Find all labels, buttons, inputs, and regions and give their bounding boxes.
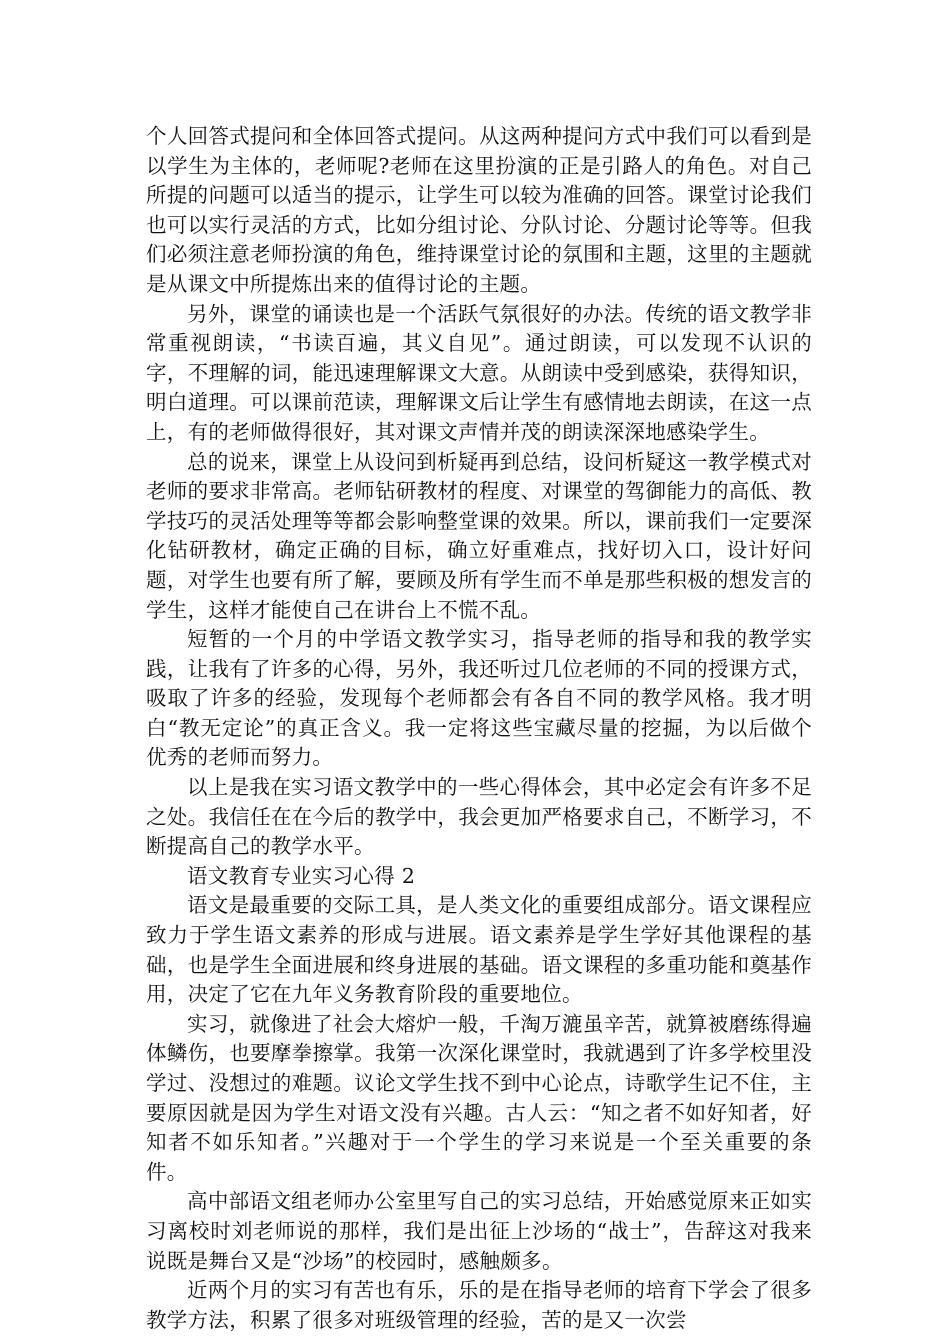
- section-heading: 语文教育专业实习心得 2: [187, 863, 416, 888]
- paragraph-3: 总的说来，课堂上从设问到析疑再到总结，设问析疑这一教学模式对老师的要求非常高。老师钻研教材的程度、对课堂的驾御能力的高低、教学技巧的灵活处理等等都会影响整堂课的效果。所以，课前我们一定要深化钻研教材，确定正确的目标，确立好重难点，找好切入口，设计好问题，对学生也要有所了解，要顾及所有学生而不单是那些积极的想发言的学生，这样才能使自己在讲台上不慌不乱。: [146, 449, 812, 622]
- paragraph-5: 以上是我在实习语文教学中的一些心得体会，其中必定会有许多不足之处。我信任在在今后的教学中，我会更加严格要求自己，不断学习，不断提高自己的教学水平。: [146, 775, 812, 859]
- paragraph-10: 近两个月的实习有苦也有乐，乐的是在指导老师的培育下学会了很多教学方法，积累了很多对班级管理的经验，苦的是又一次尝: [146, 1278, 812, 1332]
- paragraph-8: 实习，就像进了社会大熔炉一般，千淘万漉虽辛苦，就算被磨练得遍体鳞伤，也要摩拳擦掌。我第一次深化课堂时，我就遇到了许多学校里没学过、没想过的难题。议论文学生找不到中心论点，诗歌学生记不住，主要原因就是因为学生对语文没有兴趣。古人云：“知之者不如好知者，好知者不如乐知者。”兴趣对于一个学生的学习来说是一个至关重要的条件。: [146, 1011, 812, 1184]
- paragraph-4: 短暂的一个月的中学语文教学实习，指导老师的指导和我的教学实践，让我有了许多的心得，另外，我还听过几位老师的不同的授课方式，吸取了许多的经验，发现每个老师都会有各自不同的教学风格。我才明白“教无定论”的真正含义。我一定将这些宝藏尽量的挖掘，为以后做个优秀的老师而努力。: [146, 627, 812, 770]
- paragraph-1: 个人回答式提问和全体回答式提问。从这两种提问方式中我们可以看到是以学生为主体的，老师呢?老师在这里扮演的正是引路人的角色。对自己所提的问题可以适当的提示，让学生可以较为准确的回答。课堂讨论我们也可以实行灵活的方式，比如分组讨论、分队讨论、分题讨论等等。但我们必须注意老师扮演的角色，维持课堂讨论的氛围和主题，这里的主题就是从课文中所提炼出来的值得讨论的主题。: [146, 124, 812, 296]
- paragraph-2: 另外，课堂的诵读也是一个活跃气氛很好的办法。传统的语文教学非常重视朗读，“书读百遍，其义自见”。通过朗读，可以发现不认识的字，不理解的词，能迅速理解课文大意。从朗读中受到感染，获得知识，明白道理。可以课前范读，理解课文后让学生有感情地去朗读，在这一点上，有的老师做得很好，其对课文声情并茂的朗读深深地感染学生。: [146, 301, 812, 444]
- paragraph-7: 语文是最重要的交际工具，是人类文化的重要组成部分。语文课程应致力于学生语文素养的形成与进展。语文素养是学生学好其他课程的基础，也是学生全面进展和终身进展的基础。语文课程的多重功能和奠基作用，决定了它在九年义务教育阶段的重要地位。: [146, 893, 812, 1007]
- document-page: [146, 122, 812, 1335]
- paragraph-9: 高中部语文组老师办公室里写自己的实习总结，开始感觉原来正如实习离校时刘老师说的那样，我们是出征上沙场的“战士”，告辞这对我来说既是舞台又是“沙场”的校园时，感触颇多。: [146, 1189, 812, 1273]
